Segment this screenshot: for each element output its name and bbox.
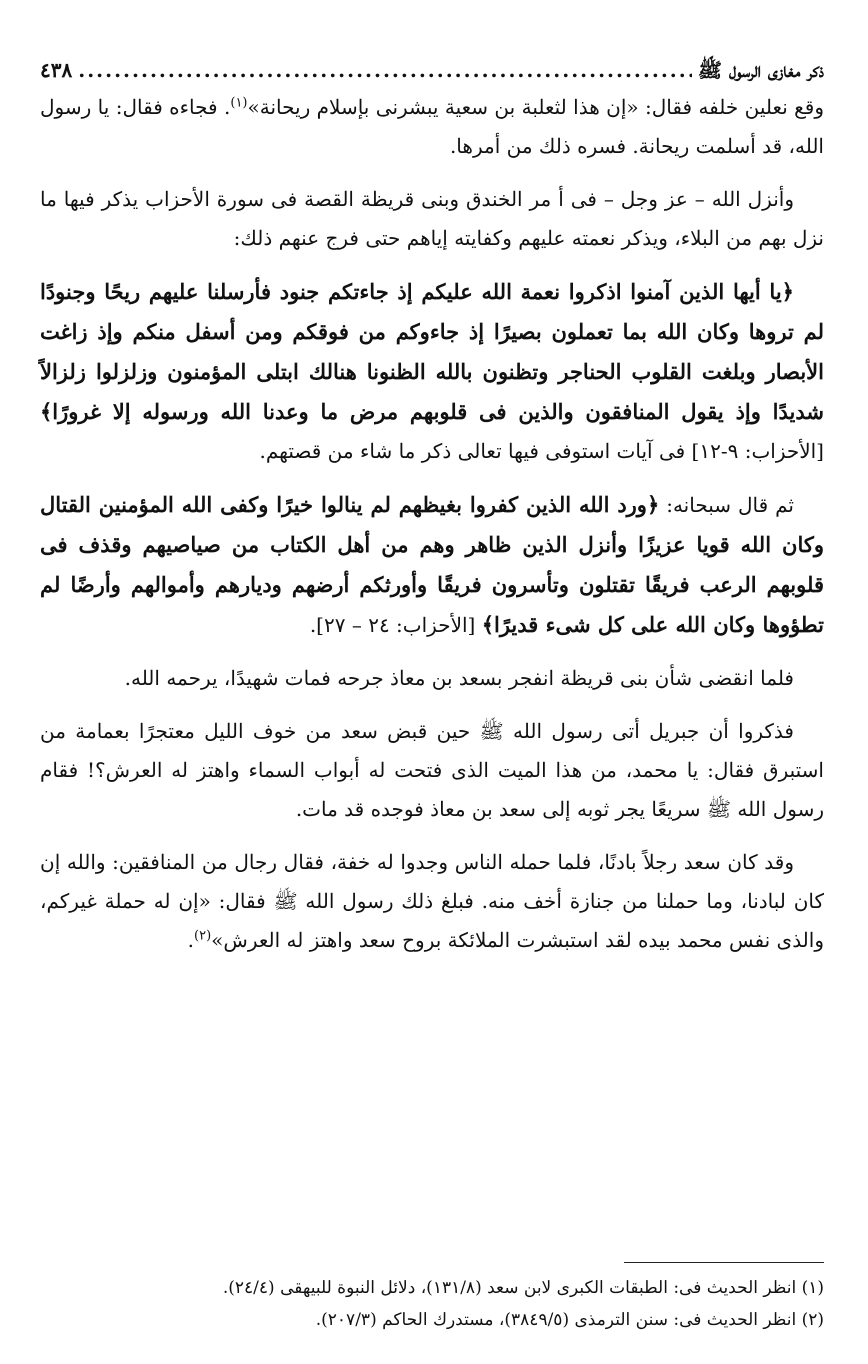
paragraph-text: فذكروا أن جبريل أتى رسول الله ﷺ حين قبض سعد من خوف الليل معتجرًا بعمامة من استبرق فقال: يا محمد، من هذا الميت الذى فتحت له أبواب السماء واهتز له العرش؟! فقام رسول الله ﷺ سريعًا يجر ثوبه إلى سعد بن معاذ فوجده قد مات. <box>40 719 824 821</box>
paragraph <box>40 88 824 166</box>
paragraph <box>40 712 824 829</box>
quran-quote: ﴿ورد الله الذين كفروا بغيظهم لم ينالوا خيرًا وكفى الله المؤمنين القتال وكان الله قويا عزيزًا وأنزل الذين ظاهر وهم من أهل الكتاب من صياصيهم وقذف فى قلوبهم الرعب فريقًا تقتلون وتأسرون فريقًا وأورثكم أرضهم وديارهم وأموالهم وأرضًا لم تطؤوها وكان الله على كل شىء قديرًا﴾ <box>40 492 824 637</box>
paragraph-text: وأنزل الله – عز وجل – فى أ مر الخندق وبنى قريظة القصة فى سورة الأحزاب يذكر فيها ما نزل بهم من البلاء، ويذكر نعمته عليهم وكفايته إياهم حتى فرج عنهم ذلك: <box>40 187 824 250</box>
page-number: ٤٣٨ <box>40 58 73 82</box>
footnote-separator <box>624 1262 824 1263</box>
paragraph-text: [الأحزاب: ٩-١٢] فى آيات استوفى فيها تعالى ذكر ما شاء من قصتهم. <box>259 439 824 463</box>
paragraph <box>40 485 824 645</box>
page-header <box>40 54 824 86</box>
paragraph-text: . فجاءه فقال: يا رسول الله، قد أسلمت ريحانة. فسره ذلك من أمرها. <box>40 95 824 158</box>
footnote: (٢) انظر الحديث فى: سنن الترمذى (٣٨٤٩/٥)، مستدرك الحاكم (٢٠٧/٣). <box>315 1310 824 1330</box>
paragraph-text: وقد كان سعد رجلاً بادنًا، فلما حمله الناس وجدوا له خفة، فقال رجال من المنافقين: والله إن كان لبادنا، وما حملنا من جنازة أخف منه. فبلغ ذلك رسول الله ﷺ فقال: «إن له حملة غيركم، والذى نفس محمد بيده لقد استبشرت الملائكة بروح سعد واهتز له العرش» <box>40 850 824 952</box>
paragraph <box>40 272 824 471</box>
leader-dots <box>78 54 692 86</box>
paragraph <box>40 180 824 258</box>
footnote-ref: (١) <box>230 95 248 111</box>
paragraph-text: . <box>187 928 195 952</box>
paragraph-text: فلما انقضى شأن بنى قريظة انفجر بسعد بن معاذ جرحه فمات شهيدًا، يرحمه الله. <box>124 666 794 690</box>
footnote-ref: (٢) <box>194 928 212 944</box>
paragraph <box>40 843 824 960</box>
paragraph-text: ثم قال سبحانه: <box>659 493 795 517</box>
footnote: (١) انظر الحديث فى: الطبقات الكبرى لابن سعد (١٣١/٨)، دلائل النبوة للبيهقى (٢٤/٤). <box>222 1278 824 1298</box>
body-text <box>40 88 824 960</box>
paragraph-text: [الأحزاب: ٢٤ – ٢٧]. <box>309 613 482 637</box>
paragraph <box>40 659 824 698</box>
running-title: ذكر مغازى الرسول ﷺ <box>697 58 824 82</box>
footnotes <box>40 1272 824 1336</box>
paragraph-text: وقع نعلين خلفه فقال: «إن هذا لثعلبة بن سعية يبشرنى بإسلام ريحانة» <box>247 95 825 119</box>
quran-quote: ﴿يا أيها الذين آمنوا اذكروا نعمة الله عليكم إذ جاءتكم جنود فأرسلنا عليهم ريحًا وجنودًا لم تروها وكان الله بما تعملون بصيرًا إذ جاءوكم من فوقكم ومن أسفل منكم وإذ زاغت الأبصار وبلغت القلوب الحناجر وتظنون بالله الظنونا هنالك ابتلى المؤمنون وزلزلوا زلزالاً شديدًا وإذ يقول المنافقون والذين فى قلوبهم مرض ما وعدنا الله ورسوله إلا غرورًا﴾ <box>40 279 824 424</box>
